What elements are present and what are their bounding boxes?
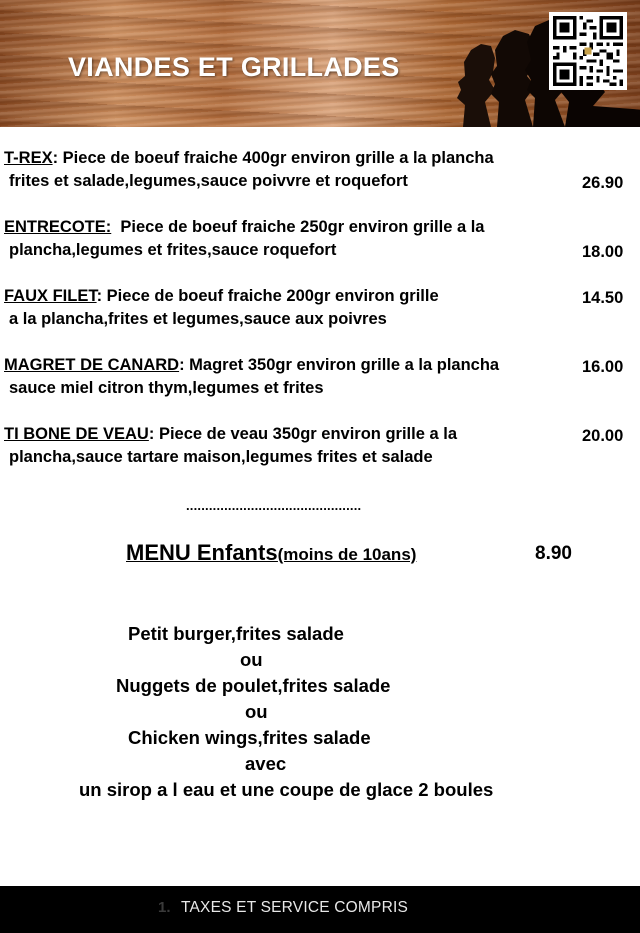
kids-menu-subtitle: (moins de 10ans) xyxy=(277,545,417,564)
separator: .............................................. xyxy=(186,498,362,513)
item-desc-line1: : Piece de boeuf fraiche 200gr environ grille xyxy=(96,287,439,305)
kids-connector: avec xyxy=(245,753,287,774)
menu-item-magret-de-canard xyxy=(4,354,604,400)
menu-item-ti-bone-de-veau xyxy=(4,423,604,469)
item-desc-line2: plancha,sauce tartare maison,legumes frites et salade xyxy=(9,448,433,466)
menu-item-t-rex xyxy=(4,147,604,193)
item-desc-line2: a la plancha,frites et legumes,sauce aux poivres xyxy=(9,310,387,328)
kids-menu-title xyxy=(126,540,416,566)
item-name: MAGRET DE CANARD xyxy=(4,356,180,374)
item-name: ENTRECOTE: xyxy=(4,218,112,236)
kids-connector: ou xyxy=(240,649,263,670)
item-price: 14.50 xyxy=(582,289,624,307)
item-price: 18.00 xyxy=(582,243,624,261)
item-desc-line2: plancha,legumes et frites,sauce roquefort xyxy=(9,241,337,259)
footer-text: TAXES ET SERVICE COMPRIS xyxy=(181,899,409,916)
footer-bar xyxy=(0,886,640,933)
kids-menu-heading: MENU Enfants xyxy=(126,540,278,565)
kids-option: Nuggets de poulet,frites salade xyxy=(116,675,391,696)
header-banner xyxy=(0,0,640,127)
kids-included: un sirop a l eau et une coupe de glace 2 boules xyxy=(79,779,494,800)
kids-menu-price: 8.90 xyxy=(535,543,572,564)
item-price: 16.00 xyxy=(582,358,624,376)
section-title: VIANDES ET GRILLADES xyxy=(68,52,400,82)
item-name: FAUX FILET xyxy=(4,287,97,305)
item-desc-line1: : Magret 350gr environ grille a la plancha xyxy=(179,356,500,374)
kids-option: Chicken wings,frites salade xyxy=(128,727,371,748)
item-price: 26.90 xyxy=(582,174,624,192)
item-name: T-REX xyxy=(4,149,53,167)
menu-item-faux-filet xyxy=(4,285,604,331)
item-price: 20.00 xyxy=(582,427,624,445)
item-desc-line2: frites et salade,legumes,sauce poivvre et roquefort xyxy=(9,172,408,190)
qr-code-icon[interactable] xyxy=(549,12,627,90)
item-desc-line1: : Piece de boeuf fraiche 400gr environ grille a la plancha xyxy=(52,149,494,167)
footer-mark: 1. xyxy=(158,899,171,916)
kids-option: Petit burger,frites salade xyxy=(128,623,344,644)
kids-connector: ou xyxy=(245,701,268,722)
item-desc-line1: : Piece de veau 350gr environ grille a la xyxy=(148,425,458,443)
menu-item-entrecote xyxy=(4,216,604,262)
item-desc-line1: Piece de boeuf fraiche 250gr environ grille a la xyxy=(111,218,485,236)
item-desc-line2: sauce miel citron thym,legumes et frites xyxy=(9,379,324,397)
item-name: TI BONE DE VEAU xyxy=(4,425,149,443)
